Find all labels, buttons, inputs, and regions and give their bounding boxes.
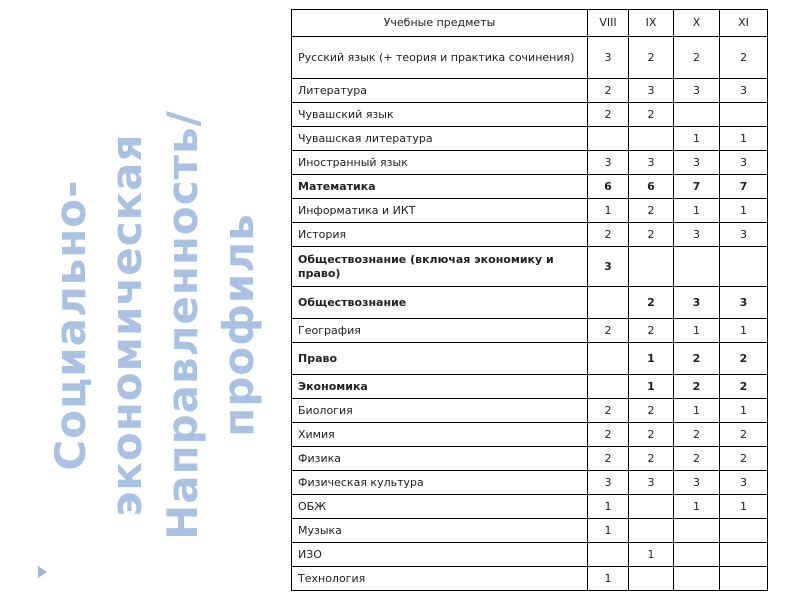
- hours-cell: 1: [588, 567, 629, 591]
- hours-cell: 2: [674, 37, 720, 79]
- hours-cell: 1: [720, 199, 768, 223]
- table-row: [292, 127, 768, 151]
- hours-cell: 3: [674, 287, 720, 319]
- table-row: [292, 495, 768, 519]
- slide-title-line: Направленность/: [158, 110, 207, 540]
- hours-cell: [720, 543, 768, 567]
- table-row: [292, 447, 768, 471]
- table-row: [292, 79, 768, 103]
- hours-cell: 2: [588, 319, 629, 343]
- hours-cell: 2: [720, 423, 768, 447]
- hours-cell: 1: [629, 543, 674, 567]
- table-row: [292, 343, 768, 375]
- hours-cell: 2: [629, 287, 674, 319]
- subject-cell: Обществознание: [292, 287, 588, 319]
- hours-cell: 1: [588, 495, 629, 519]
- table-header-row: [292, 10, 768, 37]
- table-row: [292, 519, 768, 543]
- hours-cell: 2: [588, 103, 629, 127]
- hours-cell: 2: [674, 375, 720, 399]
- hours-cell: [588, 343, 629, 375]
- header-grade-9: IX: [629, 10, 674, 37]
- hours-cell: [629, 247, 674, 287]
- hours-cell: [588, 127, 629, 151]
- table-row: [292, 175, 768, 199]
- hours-cell: [674, 567, 720, 591]
- hours-cell: 6: [588, 175, 629, 199]
- table-row: [292, 319, 768, 343]
- hours-cell: 3: [720, 287, 768, 319]
- hours-cell: [674, 103, 720, 127]
- table-row: [292, 151, 768, 175]
- subject-cell: Литература: [292, 79, 588, 103]
- hours-cell: [674, 543, 720, 567]
- subject-cell: Математика: [292, 175, 588, 199]
- table-row: [292, 423, 768, 447]
- hours-cell: 2: [629, 103, 674, 127]
- hours-cell: 2: [629, 447, 674, 471]
- table-row: [292, 471, 768, 495]
- hours-cell: 3: [588, 247, 629, 287]
- curriculum-table: [291, 9, 768, 591]
- subject-cell: Химия: [292, 423, 588, 447]
- table-row: [292, 247, 768, 287]
- slide-title-text: [43, 90, 267, 560]
- hours-cell: 3: [588, 37, 629, 79]
- hours-cell: 2: [588, 79, 629, 103]
- hours-cell: 7: [674, 175, 720, 199]
- hours-cell: 2: [629, 319, 674, 343]
- table-row: [292, 103, 768, 127]
- hours-cell: [588, 287, 629, 319]
- hours-cell: 3: [720, 79, 768, 103]
- table-row: [292, 399, 768, 423]
- hours-cell: 2: [588, 399, 629, 423]
- hours-cell: 1: [674, 319, 720, 343]
- subject-cell: Право: [292, 343, 588, 375]
- subject-cell: Технология: [292, 567, 588, 591]
- hours-cell: 1: [720, 127, 768, 151]
- hours-cell: 3: [588, 151, 629, 175]
- hours-cell: [588, 543, 629, 567]
- slide-title: [30, 90, 280, 560]
- table-row: [292, 287, 768, 319]
- hours-cell: 2: [674, 423, 720, 447]
- hours-cell: [720, 247, 768, 287]
- table-body: [292, 37, 768, 591]
- hours-cell: 1: [720, 319, 768, 343]
- hours-cell: 1: [674, 495, 720, 519]
- hours-cell: 1: [588, 519, 629, 543]
- hours-cell: 3: [629, 79, 674, 103]
- subject-cell: Чувашский язык: [292, 103, 588, 127]
- subject-cell: Физическая культура: [292, 471, 588, 495]
- table-row: [292, 37, 768, 79]
- slide-title-line: профиль: [214, 213, 263, 437]
- hours-cell: 2: [629, 399, 674, 423]
- subject-cell: Информатика и ИКТ: [292, 199, 588, 223]
- slide-title-line: экономическая: [102, 133, 151, 517]
- hours-cell: 2: [588, 223, 629, 247]
- hours-cell: [588, 375, 629, 399]
- hours-cell: [629, 495, 674, 519]
- hours-cell: 2: [674, 447, 720, 471]
- subject-cell: ОБЖ: [292, 495, 588, 519]
- subject-cell: Биология: [292, 399, 588, 423]
- subject-cell: Обществознание (включая экономику и право): [292, 247, 588, 287]
- subject-cell: Русский язык (+ теория и практика сочинения): [292, 37, 588, 79]
- hours-cell: 2: [720, 447, 768, 471]
- hours-cell: 1: [674, 127, 720, 151]
- header-grade-10: X: [674, 10, 720, 37]
- hours-cell: 1: [674, 399, 720, 423]
- hours-cell: 3: [674, 151, 720, 175]
- subject-cell: Музыка: [292, 519, 588, 543]
- table-row: [292, 567, 768, 591]
- hours-cell: 1: [588, 199, 629, 223]
- subject-cell: Экономика: [292, 375, 588, 399]
- subject-cell: История: [292, 223, 588, 247]
- table-row: [292, 199, 768, 223]
- slide-title-line: Социально-: [46, 179, 95, 471]
- hours-cell: 3: [720, 223, 768, 247]
- hours-cell: 1: [629, 375, 674, 399]
- hours-cell: 2: [588, 423, 629, 447]
- hours-cell: 2: [629, 199, 674, 223]
- subject-cell: ИЗО: [292, 543, 588, 567]
- slide-nav-arrow-icon[interactable]: [38, 566, 47, 578]
- hours-cell: 1: [674, 199, 720, 223]
- hours-cell: [674, 519, 720, 543]
- hours-cell: 3: [629, 471, 674, 495]
- subject-cell: Иностранный язык: [292, 151, 588, 175]
- table-row: [292, 223, 768, 247]
- hours-cell: 2: [629, 223, 674, 247]
- hours-cell: 1: [629, 343, 674, 375]
- hours-cell: 3: [588, 471, 629, 495]
- hours-cell: 3: [720, 471, 768, 495]
- hours-cell: [720, 519, 768, 543]
- hours-cell: [720, 103, 768, 127]
- table-row: [292, 543, 768, 567]
- hours-cell: 2: [674, 343, 720, 375]
- hours-cell: 2: [720, 375, 768, 399]
- hours-cell: 6: [629, 175, 674, 199]
- hours-cell: 2: [629, 423, 674, 447]
- table-row: [292, 375, 768, 399]
- hours-cell: 2: [720, 343, 768, 375]
- hours-cell: 7: [720, 175, 768, 199]
- subject-cell: География: [292, 319, 588, 343]
- header-subjects: Учебные предметы: [292, 10, 588, 37]
- hours-cell: [629, 127, 674, 151]
- hours-cell: 3: [720, 151, 768, 175]
- hours-cell: 3: [674, 79, 720, 103]
- header-grade-11: XI: [720, 10, 768, 37]
- hours-cell: [629, 519, 674, 543]
- hours-cell: [674, 247, 720, 287]
- subject-cell: Физика: [292, 447, 588, 471]
- hours-cell: 3: [674, 471, 720, 495]
- hours-cell: 2: [588, 447, 629, 471]
- hours-cell: 1: [720, 399, 768, 423]
- hours-cell: 2: [720, 37, 768, 79]
- hours-cell: 3: [629, 151, 674, 175]
- subject-cell: Чувашская литература: [292, 127, 588, 151]
- hours-cell: 3: [674, 223, 720, 247]
- header-grade-8: VIII: [588, 10, 629, 37]
- hours-cell: 1: [720, 495, 768, 519]
- hours-cell: 2: [629, 37, 674, 79]
- hours-cell: [629, 567, 674, 591]
- hours-cell: [720, 567, 768, 591]
